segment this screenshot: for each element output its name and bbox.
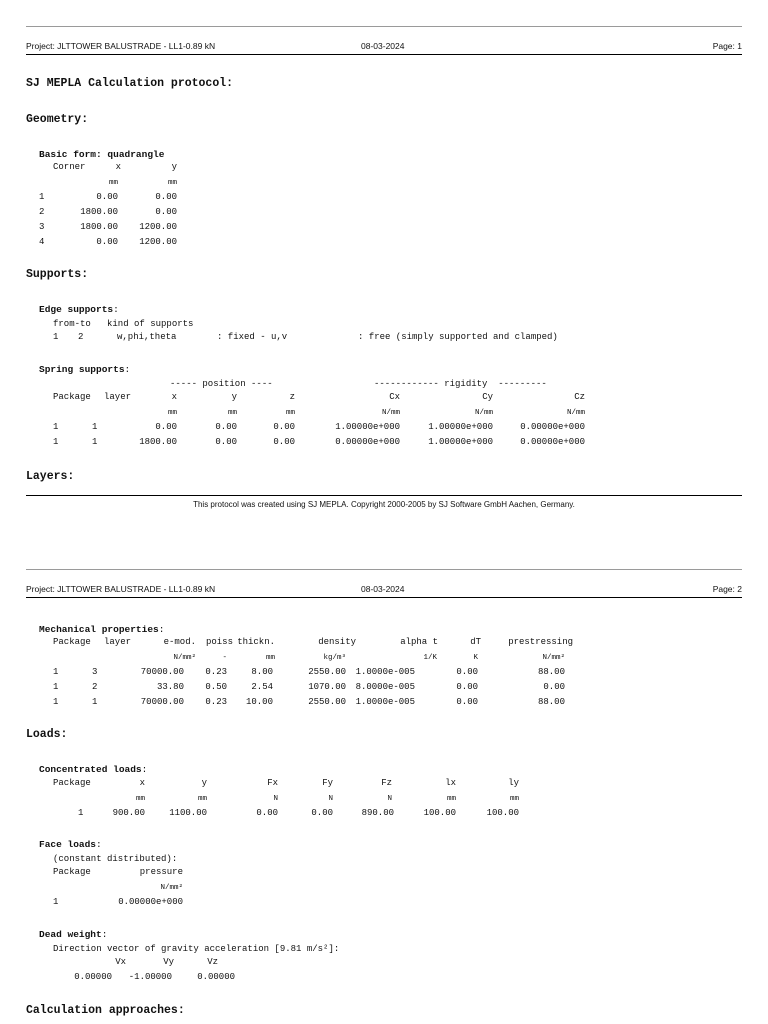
unit: N/mm — [381, 409, 400, 417]
cell: 1 — [92, 422, 98, 432]
cell: 1 — [53, 897, 59, 907]
unit: N/mm² — [160, 884, 183, 892]
cell: 0.00 — [155, 192, 177, 202]
cell: 1070.00 — [308, 682, 346, 692]
cell: 70000.00 — [140, 667, 184, 677]
geometry-table — [39, 162, 189, 252]
table-row — [53, 808, 523, 823]
colon: : — [124, 364, 131, 375]
unit: K — [473, 654, 478, 662]
concentrated-loads-heading — [39, 764, 147, 775]
col-y: y — [171, 162, 177, 172]
face-loads-label: Face loads — [39, 839, 97, 850]
unit: N/mm² — [173, 654, 196, 662]
colon: : — [158, 624, 165, 635]
col-ly: ly — [508, 778, 519, 788]
unit: N — [387, 795, 392, 803]
spring-supports-label: Spring supports — [39, 364, 125, 375]
cell: 0.00 — [215, 422, 237, 432]
col-fx: Fx — [267, 778, 278, 788]
cell: 1.0000e-005 — [355, 697, 415, 707]
col-dt: dT — [470, 637, 481, 647]
table-row — [53, 422, 585, 437]
cell: 890.00 — [361, 808, 394, 818]
cell: 900.00 — [112, 808, 145, 818]
cell: 0.00000e+000 — [335, 437, 400, 447]
unit: mm — [265, 654, 275, 662]
table-row — [53, 697, 573, 712]
col-package: Package — [53, 392, 91, 402]
face-units-row — [53, 882, 193, 897]
col-fy: Fy — [322, 778, 333, 788]
col-fz: Fz — [381, 778, 392, 788]
table-row — [53, 437, 585, 452]
unit: N — [328, 795, 333, 803]
gravity-header-row — [53, 957, 243, 972]
table-row — [39, 192, 189, 207]
col-y: y — [201, 778, 207, 788]
cell: 0.00000 — [74, 972, 112, 982]
cell: 1800.00 — [80, 222, 118, 232]
position-group-label: ----- position ---- — [170, 379, 273, 389]
col-layer: layer — [104, 392, 132, 402]
cell: 4 — [39, 237, 45, 247]
unit: N — [273, 795, 278, 803]
gravity-vector-table — [53, 957, 243, 987]
cell: 0.00 — [96, 237, 118, 247]
loads-heading: Loads: — [26, 728, 68, 741]
table-row — [53, 972, 243, 987]
cell: 88.00 — [537, 697, 565, 707]
cell: 0.00 — [155, 422, 177, 432]
unit: mm — [197, 795, 207, 803]
cell: 0.23 — [205, 667, 227, 677]
cell: 0.00000 — [197, 972, 235, 982]
col-prestressing: prestressing — [508, 637, 573, 647]
cell: 1200.00 — [139, 237, 177, 247]
unit: mm — [509, 795, 519, 803]
unit: N/mm — [474, 409, 493, 417]
col-x: x — [171, 392, 177, 402]
cell: 1 — [53, 697, 59, 707]
page2-header-date: 08-03-2024 — [361, 584, 405, 594]
edge-supports-label: Edge supports — [39, 304, 114, 315]
cell: 3 — [39, 222, 45, 232]
cell: 1 — [53, 437, 59, 447]
col-pressure: pressure — [139, 867, 183, 877]
col-vy: Vy — [163, 957, 174, 967]
cell: 0.23 — [205, 697, 227, 707]
cell: 88.00 — [537, 667, 565, 677]
gravity-direction-text: Direction vector of gravity acceleration [9.81 m/s²]: — [53, 944, 340, 954]
cell: 70000.00 — [140, 697, 184, 707]
face-header-row — [53, 867, 193, 882]
col-lx: lx — [445, 778, 456, 788]
unit: mm — [227, 409, 237, 417]
rigidity-group-label: ------------ rigidity --------- — [374, 379, 547, 389]
cell: 3 — [92, 667, 98, 677]
cell: 2 — [39, 207, 45, 217]
spring-header-row — [53, 392, 585, 407]
mechanical-properties-heading — [39, 624, 164, 635]
col-cx: Cx — [389, 392, 400, 402]
table-row — [53, 897, 193, 912]
cell: 1 — [53, 682, 59, 692]
col-package: Package — [53, 867, 91, 877]
dead-weight-label: Dead weight — [39, 929, 102, 940]
cell: -1.00000 — [128, 972, 172, 982]
cell: 2550.00 — [308, 667, 346, 677]
cell: 1100.00 — [169, 808, 207, 818]
col-emod: e-mod. — [163, 637, 196, 647]
mechanical-header-row — [53, 637, 573, 652]
table-row — [39, 237, 189, 252]
unit: 1/K — [423, 654, 437, 662]
cell: 0.00 — [456, 697, 478, 707]
cell: 0.00 — [256, 808, 278, 818]
page1-header-page: Page: 1 — [712, 41, 742, 51]
cell: 1800.00 — [80, 207, 118, 217]
spring-units-row — [53, 407, 585, 422]
col-y: y — [231, 392, 237, 402]
col-poiss: poiss — [205, 637, 233, 647]
cell: 1 — [92, 437, 98, 447]
page2-header-project: Project: JLTTOWER BALUSTRADE - LL1-0.89 kN — [26, 584, 216, 594]
page2-header-page: Page: 2 — [712, 584, 742, 594]
cell: 1 — [92, 697, 98, 707]
supports-heading: Supports: — [26, 268, 89, 281]
col-vz: Vz — [207, 957, 218, 967]
mechanical-properties-label: Mechanical properties — [39, 624, 159, 635]
calculation-approaches-heading: Calculation approaches: — [26, 1004, 185, 1017]
col-thickn: thickn. — [237, 637, 275, 647]
mechanical-properties-table — [53, 637, 573, 712]
cell: 0.00 — [96, 192, 118, 202]
unit-y: mm — [167, 179, 177, 187]
cell: 0.50 — [205, 682, 227, 692]
page1-header-rule — [26, 54, 742, 55]
cell: 0.00 — [311, 808, 333, 818]
cell: 1.00000e+000 — [428, 437, 493, 447]
colon: : — [96, 839, 102, 850]
concentrated-header-row — [53, 778, 523, 793]
col-package: Package — [53, 637, 91, 647]
page1-header-date: 08-03-2024 — [361, 41, 405, 51]
face-loads-heading — [39, 839, 102, 850]
concentrated-loads-label: Concentrated loads — [39, 764, 142, 775]
cell: 100.00 — [423, 808, 456, 818]
col-layer: layer — [104, 637, 132, 647]
edge-supports-heading — [39, 304, 119, 315]
cell: 1.00000e+000 — [335, 422, 400, 432]
cell: 0.00 — [456, 667, 478, 677]
face-loads-table — [53, 867, 193, 912]
geometry-units-row — [39, 177, 189, 192]
edge-supports-columns: from-to kind of supports — [53, 319, 194, 329]
table-row — [53, 682, 573, 697]
cell: : free (simply supported and clamped) — [358, 332, 558, 342]
col-density: density — [318, 637, 356, 647]
table-row — [53, 332, 613, 347]
geometry-heading: Geometry: — [26, 113, 89, 126]
col-vx: Vx — [115, 957, 126, 967]
col-corner: Corner — [53, 162, 86, 172]
cell: 0.00000e+000 — [118, 897, 183, 907]
cell: 0.00 — [456, 682, 478, 692]
spring-supports-table — [53, 392, 585, 452]
unit: kg/m³ — [323, 654, 346, 662]
cell: 1.00000e+000 — [428, 422, 493, 432]
cell: 10.00 — [245, 697, 273, 707]
cell: 0.00000e+000 — [520, 437, 585, 447]
page1-footer-rule — [26, 495, 742, 496]
cell: 1 — [53, 667, 59, 677]
document-title: SJ MEPLA Calculation protocol: — [26, 77, 234, 90]
cell: 1 — [78, 808, 84, 818]
col-x: x — [115, 162, 121, 172]
cell: 1 — [53, 422, 59, 432]
mechanical-units-row — [53, 652, 573, 667]
cell: 0.00 — [155, 207, 177, 217]
page2-top-rule — [26, 569, 742, 570]
layers-heading: Layers: — [26, 470, 75, 483]
cell: 2 — [92, 682, 98, 692]
unit: mm — [167, 409, 177, 417]
col-cy: Cy — [482, 392, 493, 402]
table-row — [39, 222, 189, 237]
col-x: x — [139, 778, 145, 788]
table-row — [53, 667, 573, 682]
cell: 1200.00 — [139, 222, 177, 232]
cell: 0.00000e+000 — [520, 422, 585, 432]
concentrated-units-row — [53, 793, 523, 808]
cell: 1.0000e-005 — [355, 667, 415, 677]
cell: 8.0000e-005 — [355, 682, 415, 692]
unit: N/mm — [566, 409, 585, 417]
col-alpha: alpha t — [400, 637, 438, 647]
unit-x: mm — [108, 179, 118, 187]
face-loads-subtitle: (constant distributed): — [53, 854, 178, 864]
cell: 8.00 — [251, 667, 273, 677]
colon: : — [113, 304, 119, 315]
colon: : — [141, 764, 148, 775]
col-package: Package — [53, 778, 91, 788]
cell: 2.54 — [251, 682, 273, 692]
cell: 2 — [78, 332, 84, 342]
col-z: z — [289, 392, 295, 402]
cell: 0.00 — [543, 682, 565, 692]
unit: mm — [285, 409, 295, 417]
cell: 1 — [53, 332, 59, 342]
page1-top-rule — [26, 26, 742, 27]
colon: : — [101, 929, 108, 940]
spring-supports-heading — [39, 364, 130, 375]
cell: 0.00 — [273, 437, 295, 447]
cell: : fixed - u,v — [217, 332, 288, 342]
page1-footer: This protocol was created using SJ MEPLA. Copyright 2000-2005 by SJ Software GmbH Aachen, Germany. — [193, 500, 575, 509]
unit: N/mm² — [542, 654, 565, 662]
cell: 100.00 — [486, 808, 519, 818]
cell: 2550.00 — [308, 697, 346, 707]
geometry-header-row — [39, 162, 189, 177]
dead-weight-heading — [39, 929, 107, 940]
concentrated-loads-table — [53, 778, 523, 823]
basic-form-label: Basic form: quadrangle — [39, 149, 165, 160]
cell: 1 — [39, 192, 45, 202]
cell: 1800.00 — [139, 437, 177, 447]
cell: 0.00 — [273, 422, 295, 432]
unit: mm — [135, 795, 145, 803]
edge-supports-row — [53, 332, 613, 347]
unit: mm — [446, 795, 456, 803]
col-cz: Cz — [574, 392, 585, 402]
cell: 0.00 — [215, 437, 237, 447]
page2-header-rule — [26, 597, 742, 598]
cell: w,phi,theta — [117, 332, 177, 342]
unit: - — [222, 654, 227, 662]
table-row — [39, 207, 189, 222]
cell: 33.80 — [156, 682, 184, 692]
page1-header-project: Project: JLTTOWER BALUSTRADE - LL1-0.89 kN — [26, 41, 216, 51]
